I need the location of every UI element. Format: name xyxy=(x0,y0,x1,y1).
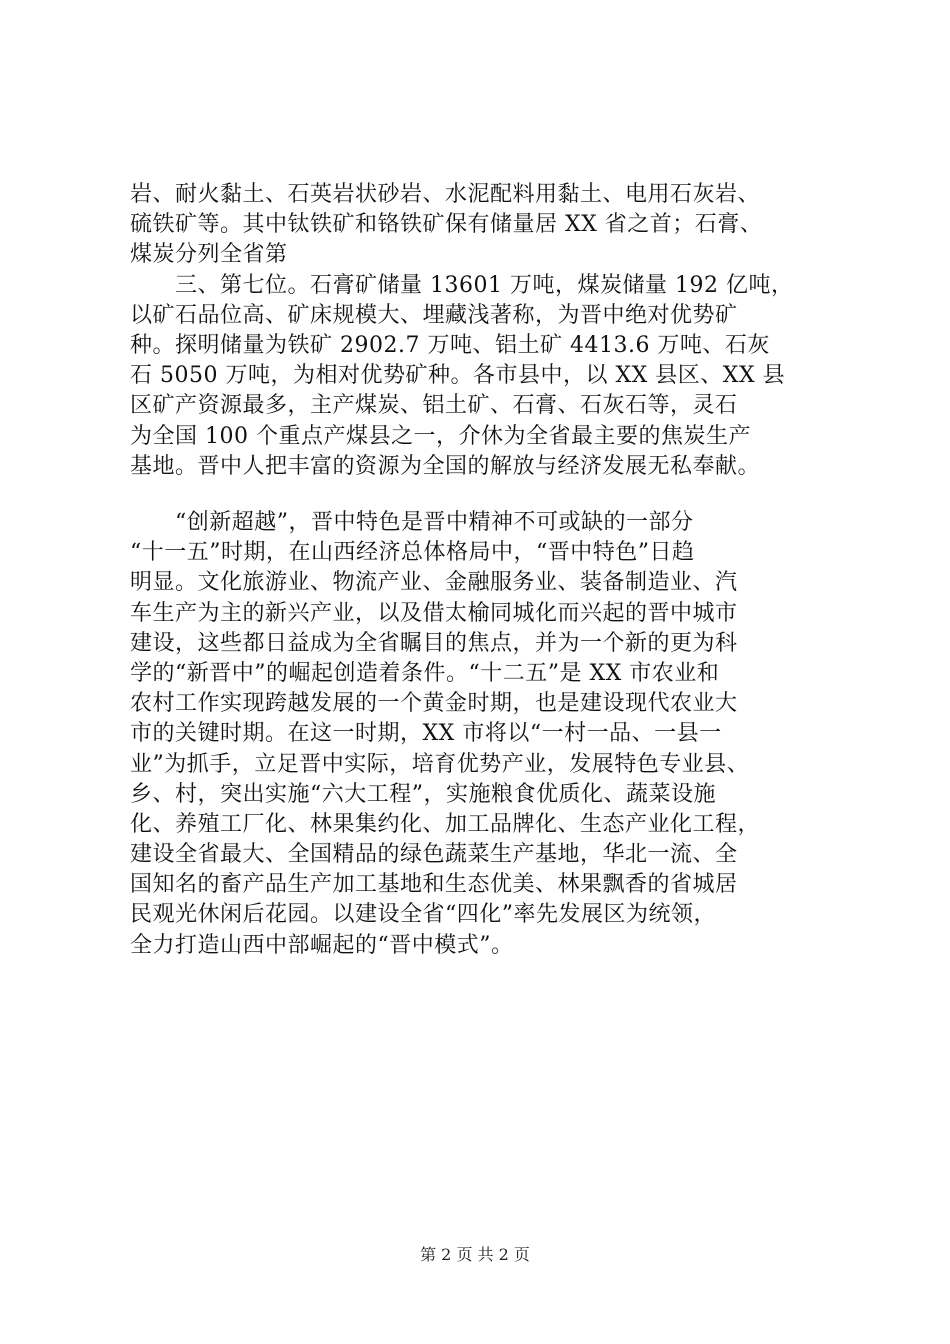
text-line: 国知名的畜产品生产加工基地和生态优美、林果飘香的省城居 xyxy=(130,872,738,898)
text-line: 业”为抓手，立足晋中实际，培育优势产业，发展特色专业县、 xyxy=(130,751,750,777)
text-line: 区矿产资源最多，主产煤炭、铝土矿、石膏、石灰石等，灵石 xyxy=(130,393,738,419)
text-line: 化、养殖工厂化、林果集约化、加工品牌化、生态产业化工程， xyxy=(130,811,761,837)
text-line: 三、第七位。石膏矿储量 13601 万吨，煤炭储量 192 亿吨， xyxy=(130,272,794,298)
text-line: 民观光休闲后花园。以建设全省“四化”率先发展区为统领， xyxy=(130,902,716,928)
text-line: 全力打造山西中部崛起的“晋中模式”。 xyxy=(130,932,514,958)
text-line: 为全国 100 个重点产煤县之一，介休为全省最主要的焦炭生产 xyxy=(130,423,751,449)
text-line: 车生产为主的新兴产业，以及借太榆同城化而兴起的晋中城市 xyxy=(130,600,738,626)
text-line: 岩、耐火黏土、石英岩状砂岩、水泥配料用黏土、电用石灰岩、 xyxy=(130,182,761,207)
text-line: 煤炭分列全省第 xyxy=(130,242,288,268)
text-line: 以矿石品位高、矿床规模大、埋藏浅著称，为晋中绝对优势矿 xyxy=(130,302,738,328)
text-line: 农村工作实现跨越发展的一个黄金时期，也是建设现代农业大 xyxy=(130,691,738,717)
text-line: 市的关键时期。在这一时期，XX 市将以“一村一品、一县一 xyxy=(130,721,722,747)
text-line: 明显。文化旅游业、物流产业、金融服务业、装备制造业、汽 xyxy=(130,570,738,596)
page-footer: 第 2 页 共 2 页 xyxy=(420,1245,530,1264)
text-line: 学的“新晋中”的崛起创造着条件。“十二五”是 XX 市农业和 xyxy=(130,660,720,686)
text-line: 建设，这些都日益成为全省瞩目的焦点，并为一个新的更为科 xyxy=(130,630,738,656)
text-line: 种。探明储量为铁矿 2902.7 万吨、铝土矿 4413.6 万吨、石灰 xyxy=(130,332,770,358)
text-line: 乡、村，突出实施“六大工程”，实施粮食优质化、蔬菜设施 xyxy=(130,781,716,807)
text-line: 石 5050 万吨，为相对优势矿种。各市县中，以 XX 县区、XX 县 xyxy=(130,363,786,389)
paragraph-mineral-resources xyxy=(130,180,855,482)
text-line: “创新超越”，晋中特色是晋中精神不可或缺的一部分 xyxy=(130,510,694,535)
text-line: 建设全省最大、全国精品的绿色蔬菜生产基地，华北一流、全 xyxy=(130,842,738,868)
text-line: “十一五”时期，在山西经济总体格局中，“晋中特色”日趋 xyxy=(130,540,695,566)
text-line: 硫铁矿等。其中钛铁矿和铬铁矿保有储量居 XX 省之首；石膏、 xyxy=(130,212,763,238)
text-line: 基地。晋中人把丰富的资源为全国的解放与经济发展无私奉献。 xyxy=(130,453,761,479)
paragraph-innovation xyxy=(130,508,855,961)
